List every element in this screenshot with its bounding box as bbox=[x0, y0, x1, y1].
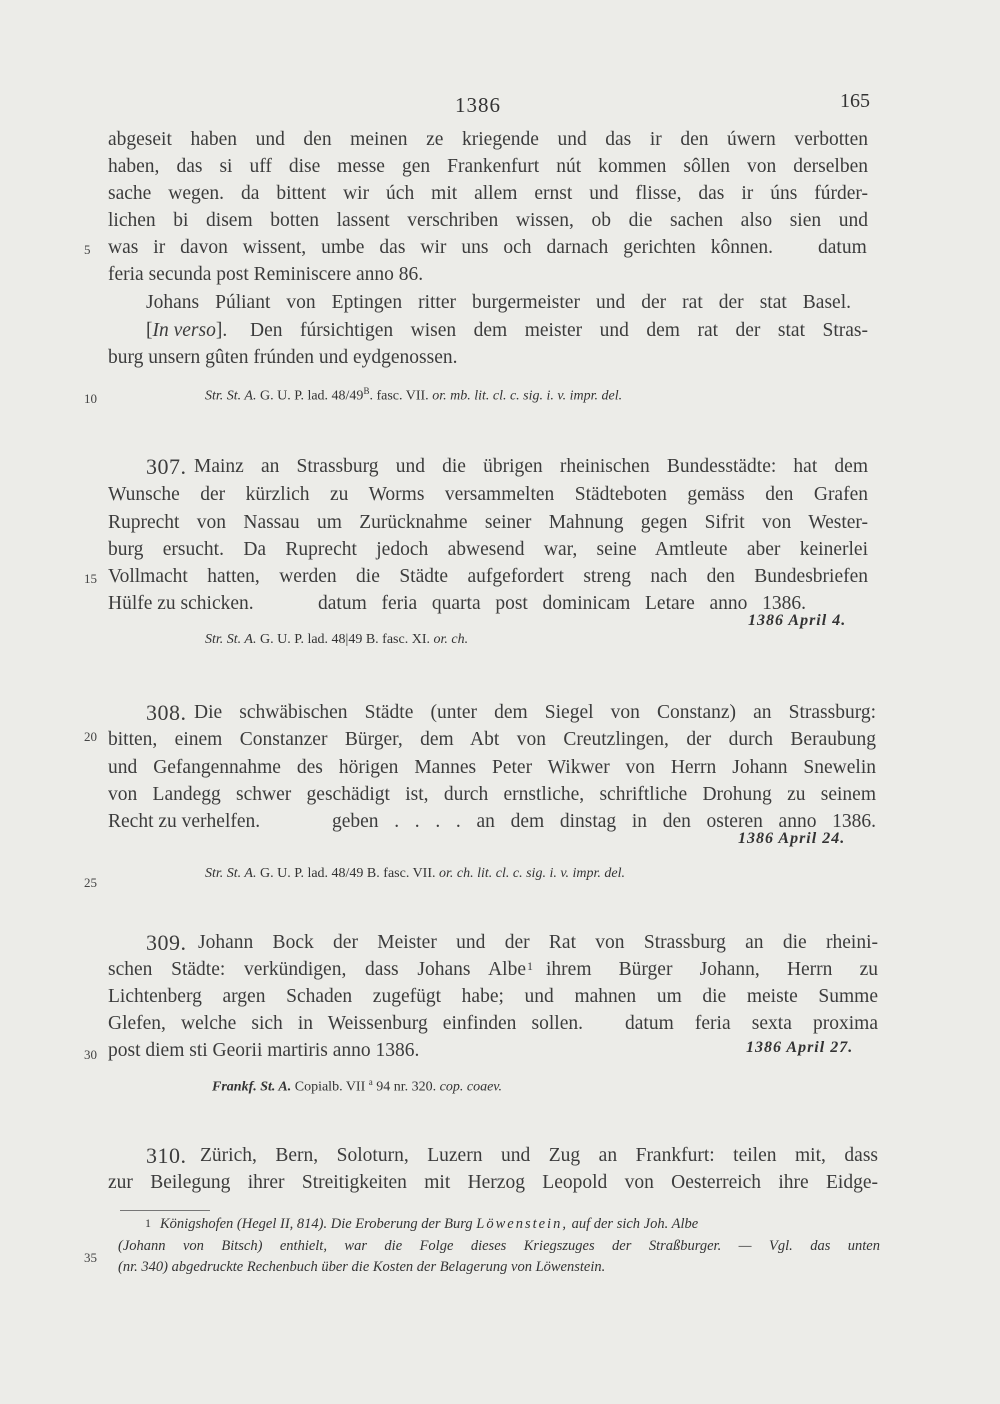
document-date: 1386 April 27. bbox=[746, 1039, 854, 1056]
text-line: Die schwäbischen Städte (unter dem Siegel von Constanz) an Strassburg: bbox=[194, 702, 876, 723]
footnote-line: (Johann von Bitsch) enthielt, war die Folge dieses Kriegszuges der Straßburger. — Vgl. das unten bbox=[118, 1238, 880, 1254]
margin-line-number: 10 bbox=[84, 391, 97, 406]
source-citation: Str. St. A. G. U. P. lad. $48/49^B$. fasc. VII. or. mb. lit. cl. c. sig. i. v. impr. del. bbox=[205, 386, 623, 404]
text-line: ihrem Bürger Johann, Herrn zu bbox=[546, 959, 878, 980]
margin-line-number: 5 bbox=[84, 242, 91, 257]
text-line-datum: datum bbox=[818, 237, 867, 258]
text-line: Ruprecht von Nassau um Zurücknahme seiner Mahnung gegen Sifrit von Wester- bbox=[108, 512, 868, 533]
text-line: Mainz an Strassburg und die übrigen rheinischen Bundesstädte: hat dem bbox=[194, 456, 868, 477]
margin-line-number: 20 bbox=[84, 729, 97, 744]
in-verso-mark: [In verso]. bbox=[146, 320, 228, 341]
margin-line-number: 35 bbox=[84, 1250, 97, 1265]
text-line: Lichtenberg argen Schaden zugefügt habe; und mahnen um die meiste Summe bbox=[108, 986, 878, 1007]
document-number: 310. bbox=[146, 1143, 187, 1168]
text-line: burg ersucht. Da Ruprecht jedoch abwesend war, seine Amtleute aber keinerlei bbox=[108, 539, 868, 560]
text-line: Johans Púliant von Eptingen ritter burgermeister und der rat der stat Basel. bbox=[146, 292, 851, 313]
document-date: 1386 April 24. bbox=[738, 830, 846, 847]
text-line: burg unsern gûten frúnden und eydgenossen. bbox=[108, 347, 458, 368]
text-line: was ir davon wissent, umbe das wir uns och darnach gerichten kônnen. bbox=[108, 237, 773, 258]
text-line: lichen bi disem botten lassent verschriben wissen, ob die sachen also sien und bbox=[108, 210, 868, 231]
text-line: zur Beilegung ihrer Streitigkeiten mit Herzog Leopold von Oesterreich ihre Eidge- bbox=[108, 1172, 878, 1193]
page-number: 165 bbox=[840, 90, 870, 112]
footnote-marker: 1 bbox=[145, 1216, 151, 1230]
text-line: Vollmacht hatten, werden die Städte aufgefordert streng nach den Bundesbriefen bbox=[108, 566, 868, 587]
text-line: sache wegen. da bittent wir úch mit allem ernst und flisse, das ir úns fúrder- bbox=[108, 183, 868, 204]
source-citation: Str. St. A. G. U. P. lad. 48/49 B. fasc. VII. or. ch. lit. cl. c. sig. i. v. impr. del. bbox=[205, 866, 626, 881]
text-line: Johann Bock der Meister und der Rat von Strassburg an die rheini- bbox=[198, 932, 878, 953]
margin-line-number: 25 bbox=[84, 875, 97, 890]
text-line: Glefen, welche sich in Weissenburg einfinden sollen. bbox=[108, 1013, 583, 1034]
text-line: schen Städte: verkündigen, dass Johans Albe bbox=[108, 959, 526, 980]
text-line: Recht zu verhelfen. bbox=[108, 811, 261, 832]
margin-line-number: 15 bbox=[84, 571, 97, 586]
footnote-rule bbox=[120, 1210, 210, 1211]
text-line: haben, das si uff dise messe gen Frankenfurt nút kommen sôllen von derselben bbox=[108, 156, 868, 177]
footnote-reference: 1 bbox=[527, 959, 533, 973]
text-line: und Gefangennahme des hörigen Mannes Peter Wikwer von Herrn Johann Snewelin bbox=[108, 757, 876, 778]
footnote-line: Königshofen (Hegel II, 814). Die Eroberung der Burg Löwenstein, auf der sich Joh. Albe bbox=[160, 1216, 699, 1232]
text-line: Zürich, Bern, Soloturn, Luzern und Zug an Frankfurt: teilen mit, dass bbox=[200, 1145, 878, 1166]
document-date: 1386 April 4. bbox=[748, 612, 847, 629]
text-line: geben . . . . an dem dinstag in den osteren anno 1386. bbox=[332, 811, 876, 832]
document-number: 308. bbox=[146, 700, 187, 725]
document-number: 307. bbox=[146, 454, 187, 479]
running-header-year: 1386 bbox=[455, 93, 501, 117]
text-line: datum feria quarta post dominicam Letare anno 1386. bbox=[318, 593, 806, 614]
source-citation: Str. St. A. G. U. P. lad. 48|49 B. fasc. XI. or. ch. bbox=[205, 632, 469, 647]
text-line: post diem sti Georii martiris anno 1386. bbox=[108, 1040, 420, 1061]
margin-line-number: 30 bbox=[84, 1047, 97, 1062]
text-line: Hülfe zu schicken. bbox=[108, 593, 254, 614]
document-number: 309. bbox=[146, 930, 187, 955]
footnote-line: (nr. 340) abgedruckte Rechenbuch über die Kosten der Belagerung von Löwenstein. bbox=[118, 1259, 606, 1275]
in-verso-label: In verso bbox=[152, 320, 216, 341]
text-line: von Landegg schwer geschädigt ist, durch ernstliche, schriftliche Drohung zu seinem bbox=[108, 784, 876, 805]
text-line: feria secunda post Reminiscere anno 86. bbox=[108, 264, 424, 285]
source-citation: Frankf. St. A. Copialb. VII $^a$ 94 nr. 320. cop. coaev. bbox=[212, 1077, 502, 1095]
text-line: Wunsche der kürzlich zu Worms versammelten Städteboten gemäss den Grafen bbox=[108, 484, 868, 505]
text-line: datum feria sexta proxima bbox=[625, 1013, 878, 1034]
text-line: abgeseit haben und den meinen ze kriegende und das ir den úwern verbotten bbox=[108, 129, 868, 150]
text-line: bitten, einem Constanzer Bürger, dem Abt von Creutzlingen, der durch Beraubung bbox=[108, 729, 876, 750]
text-line: Den fúrsichtigen wisen dem meister und dem rat der stat Stras- bbox=[250, 320, 868, 341]
